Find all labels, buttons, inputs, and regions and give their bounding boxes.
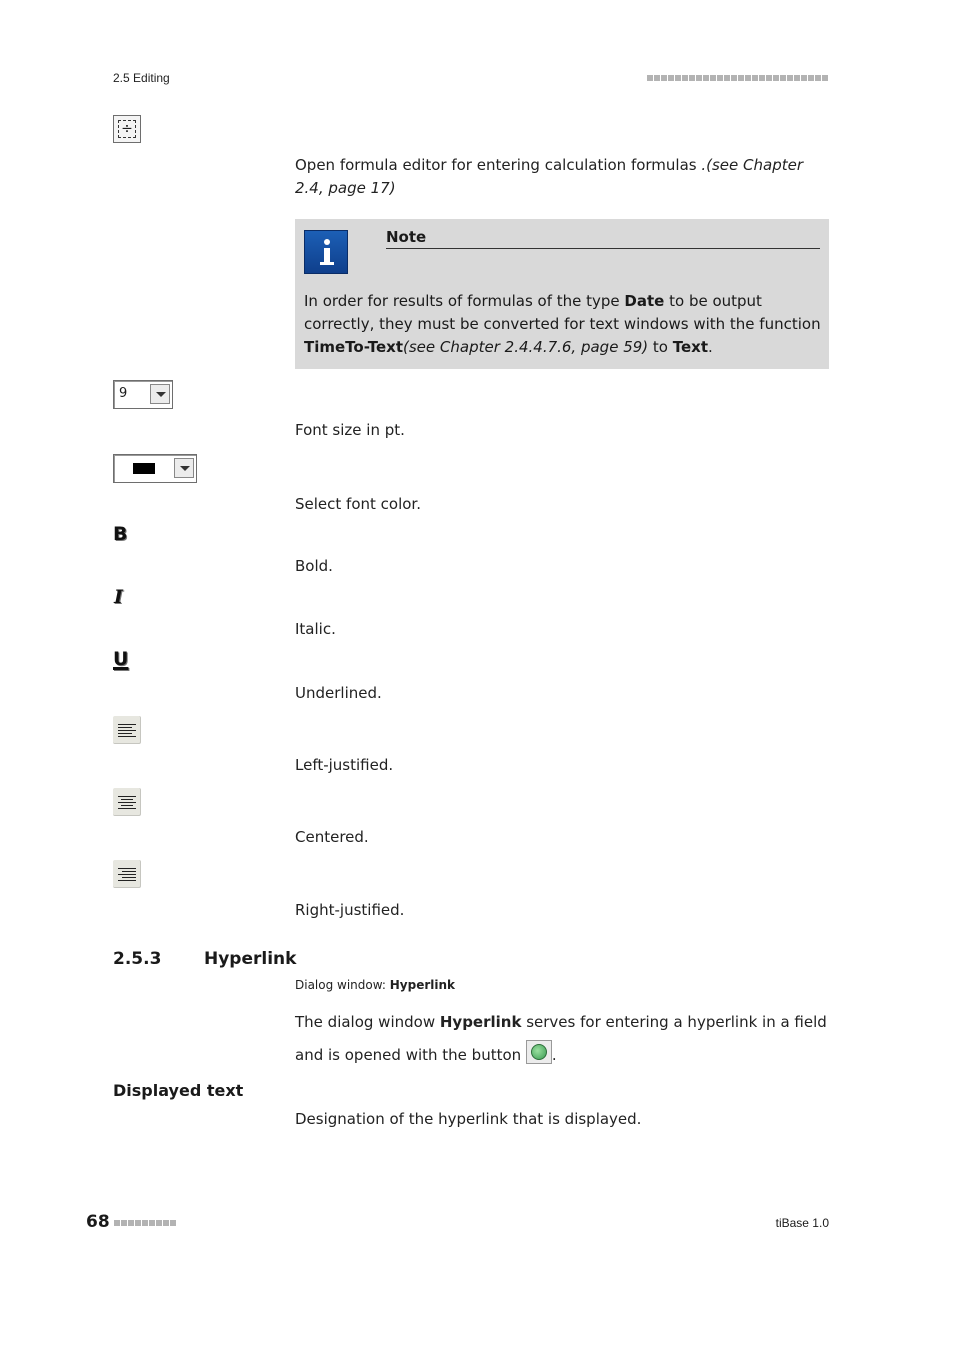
note-title: Note [386, 228, 820, 249]
align-center-icon [113, 788, 141, 816]
chevron-down-icon [174, 458, 194, 478]
centered-description: Centered. [295, 828, 369, 846]
parameter-description: Designation of the hyperlink that is displayed. [295, 1110, 642, 1128]
color-swatch [133, 463, 155, 474]
hyperlink-button-icon [526, 1040, 552, 1064]
section-title: Hyperlink [204, 949, 297, 969]
underline-description: Underlined. [295, 684, 382, 702]
footer-decoration [114, 1220, 177, 1226]
font-color-description: Select font color. [295, 495, 421, 513]
underline-icon: U [113, 648, 129, 670]
italic-description: Italic. [295, 620, 336, 638]
formula-editor-icon: ÷ [113, 115, 141, 143]
product-name: tiBase 1.0 [775, 1216, 829, 1230]
section-number: 2.5.3 [113, 949, 162, 969]
italic-icon: I [114, 586, 123, 608]
font-size-combo-icon: 9 [113, 380, 173, 409]
right-justified-description: Right-justified. [295, 901, 405, 919]
formula-description: Open formula editor for entering calculation formulas .(see Chapter 2.4, page 17) [295, 156, 804, 197]
font-size-description: Font size in pt. [295, 421, 405, 439]
parameter-name: Displayed text [113, 1081, 244, 1100]
hyperlink-description: The dialog window Hyperlink serves for entering a hyperlink in a field and is opened with the button . [295, 1013, 827, 1064]
bold-icon: B [113, 523, 128, 545]
align-left-icon [113, 716, 141, 744]
dialog-window-label: Dialog window: Hyperlink [295, 978, 456, 992]
note-box [295, 219, 829, 369]
header-decoration [647, 75, 829, 81]
info-icon [304, 230, 348, 274]
align-right-icon [113, 860, 141, 888]
page-number: 68 [86, 1212, 110, 1232]
font-color-combo-icon [113, 454, 197, 483]
note-body: In order for results of formulas of the type Date to be output correctly, they must be converted for text windows with the function TimeTo-Text(see Chapter 2.4.4.7.6, page 59) to Text. [304, 292, 821, 356]
running-header: 2.5 Editing [113, 71, 170, 85]
chevron-down-icon [150, 384, 170, 404]
bold-description: Bold. [295, 557, 333, 575]
left-justified-description: Left-justified. [295, 756, 394, 774]
